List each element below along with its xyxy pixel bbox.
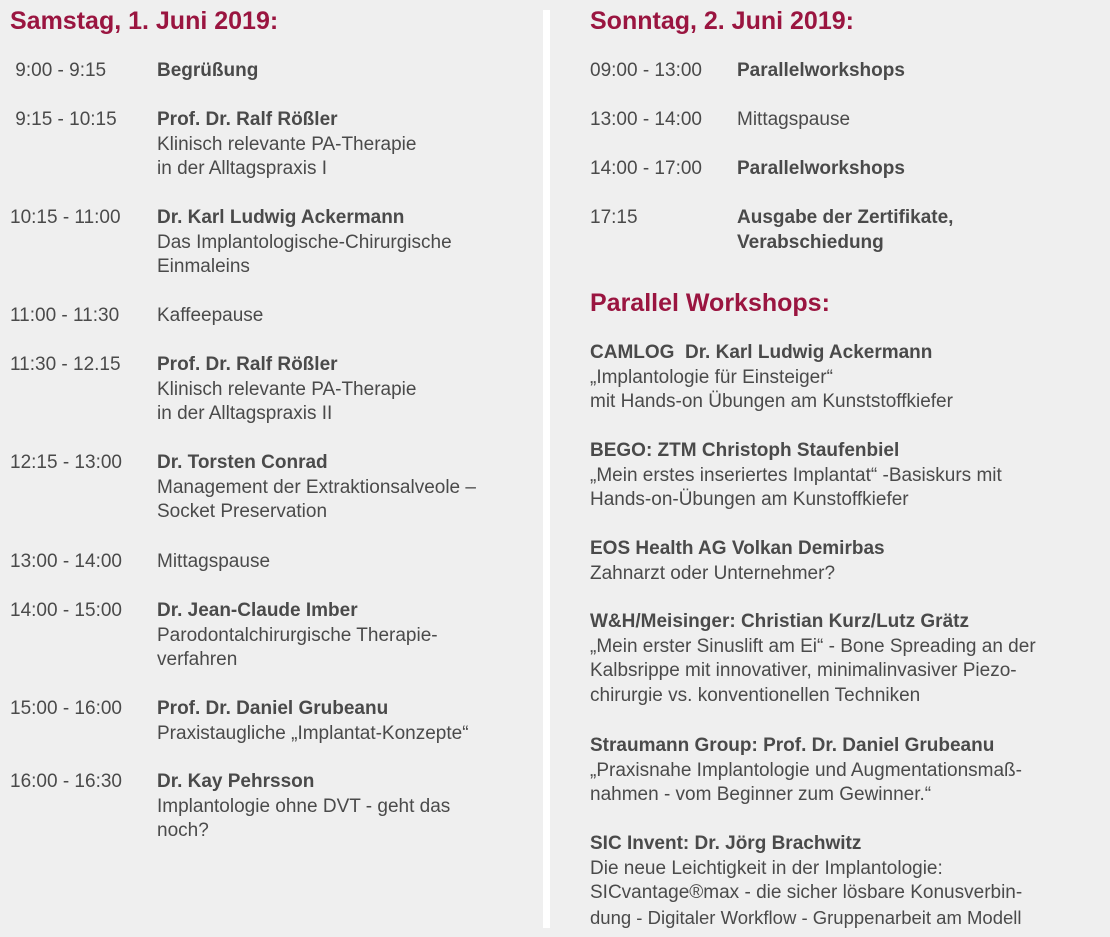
row-title: Ausgabe der Zertifikate,	[737, 207, 954, 228]
row-title: Prof. Dr. Ralf Rößler	[157, 109, 338, 130]
row-time: 9:00 - 9:15	[10, 60, 107, 81]
row-time: 12:15 - 13:00	[10, 452, 122, 473]
row-line: Kaffeepause	[157, 305, 264, 326]
row-title: Begrüßung	[157, 60, 259, 81]
row-description	[737, 59, 1105, 84]
row-title: Dr. Jean-Claude Imber	[157, 600, 358, 621]
workshop-line: chirurgie vs. konventionellen Techniken	[590, 684, 921, 706]
workshop-line: „Mein erstes inseriertes Implantat“ -Basiskurs mit	[590, 464, 1002, 486]
row-time: 10:15 - 11:00	[10, 207, 121, 228]
row-title: Parallelworkshops	[737, 158, 905, 179]
row-description	[157, 599, 535, 673]
workshop-line: „Praxisnahe Implantologie und Augmentationsmaß-	[590, 759, 1022, 781]
row-description	[157, 770, 535, 844]
row-time: 11:00 - 11:30	[10, 305, 120, 326]
row-time: 14:00 - 15:00	[10, 600, 122, 621]
workshop-item	[590, 832, 1105, 930]
row-title: Parallelworkshops	[737, 60, 905, 81]
row-description	[737, 206, 1105, 255]
row-time: 13:00 - 14:00	[10, 551, 122, 572]
workshop-line: „Implantologie für Einsteiger“	[590, 366, 833, 388]
workshop-title: SIC Invent: Dr. Jörg Brachwitz	[590, 833, 862, 854]
workshop-item	[590, 341, 1105, 415]
row-line: Implantologie ohne DVT - geht das	[157, 795, 451, 817]
row-line: Klinisch relevante PA-Therapie	[157, 378, 417, 400]
row-description	[737, 108, 1105, 133]
row-time: 13:00 - 14:00	[590, 109, 702, 130]
row-description	[157, 550, 535, 575]
row-line: Das Implantologische-Chirurgische	[157, 231, 452, 253]
workshop-title: EOS Health AG Volkan Demirbas	[590, 538, 885, 559]
column-divider	[543, 10, 550, 928]
row-time: 17:15	[590, 207, 638, 228]
workshops-heading: Parallel Workshops:	[590, 289, 830, 317]
sunday-heading: Sonntag, 2. Juni 2019:	[590, 7, 854, 35]
row-time: 14:00 - 17:00	[590, 158, 702, 179]
workshop-item	[590, 537, 1105, 586]
row-title: Dr. Karl Ludwig Ackermann	[157, 207, 405, 228]
row-line: Mittagspause	[737, 109, 851, 130]
workshop-line: dung - Digitaler Workflow - Gruppenarbeit am Modell	[590, 906, 1022, 928]
row-description	[157, 59, 535, 84]
row-line: Management der Extraktionsalveole –	[157, 476, 476, 498]
row-description	[157, 206, 535, 280]
row-title: Prof. Dr. Daniel Grubeanu	[157, 698, 389, 719]
row-line: Praxistaugliche „Implantat-Konzepte“	[157, 722, 469, 744]
row-time: 09:00 - 13:00	[590, 60, 702, 81]
row-title-cont: Verabschiedung	[737, 231, 884, 253]
row-line: Socket Preservation	[157, 501, 328, 522]
workshop-item	[590, 439, 1105, 513]
workshop-title: BEGO: ZTM Christoph Staufenbiel	[590, 440, 900, 461]
row-title: Prof. Dr. Ralf Rößler	[157, 354, 338, 375]
workshop-line: Hands-on-Übungen am Kunstoffkiefer	[590, 489, 909, 510]
saturday-heading: Samstag, 1. Juni 2019:	[10, 7, 279, 35]
row-line: verfahren	[157, 649, 238, 670]
workshop-item	[590, 734, 1105, 808]
row-line: Einmaleins	[157, 256, 250, 277]
row-title: Dr. Kay Pehrsson	[157, 771, 315, 792]
row-line: in der Alltagspraxis I	[157, 158, 328, 179]
row-line: Klinisch relevante PA-Therapie	[157, 133, 417, 155]
row-time: 15:00 - 16:00	[10, 698, 122, 719]
workshop-line: SICvantage®max - die sicher lösbare Konusverbin-	[590, 882, 1023, 903]
row-time: 11:30 - 12.15	[10, 354, 121, 375]
row-line: Parodontalchirurgische Therapie-	[157, 624, 438, 646]
row-description	[737, 157, 1105, 182]
workshop-title: CAMLOG Dr. Karl Ludwig Ackermann	[590, 342, 933, 363]
row-line: Mittagspause	[157, 551, 271, 572]
row-description	[157, 697, 535, 746]
workshop-line: nahmen - vom Beginner zum Gewinner.“	[590, 784, 932, 805]
row-description	[157, 108, 535, 182]
workshop-title: Straumann Group: Prof. Dr. Daniel Grubeanu	[590, 735, 995, 756]
row-description	[157, 304, 535, 329]
workshop-line: Zahnarzt oder Unternehmer?	[590, 562, 836, 584]
row-time: 16:00 - 16:30	[10, 771, 122, 792]
row-line: noch?	[157, 820, 209, 841]
row-title: Dr. Torsten Conrad	[157, 452, 328, 473]
workshop-line: Kalbsrippe mit innovativer, minimalinvasiver Piezo-	[590, 660, 1017, 681]
row-time: 9:15 - 10:15	[10, 109, 117, 130]
workshop-title: W&H/Meisinger: Christian Kurz/Lutz Grätz	[590, 611, 969, 632]
workshop-line: Die neue Leichtigkeit in der Implantologie:	[590, 857, 943, 879]
row-description	[157, 451, 535, 525]
row-description	[157, 353, 535, 427]
workshop-line: mit Hands-on Übungen am Kunststoffkiefer	[590, 391, 953, 412]
row-line: in der Alltagspraxis II	[157, 403, 333, 424]
workshop-line: „Mein erster Sinuslift am Ei“ - Bone Spreading an der	[590, 635, 1036, 657]
workshop-item	[590, 610, 1105, 708]
